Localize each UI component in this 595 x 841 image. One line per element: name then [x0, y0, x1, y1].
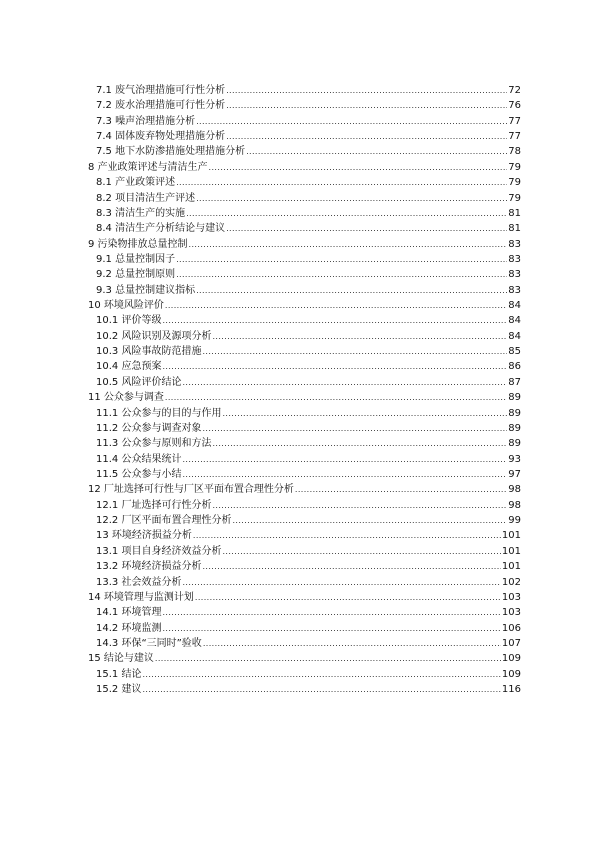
toc-dot-leader — [196, 191, 507, 206]
toc-entry-page-number: 83 — [508, 284, 521, 296]
toc-entry[interactable] — [0, 344, 595, 359]
toc-entry-title: 10.1 评价等级 — [96, 315, 162, 327]
toc-entry-page-number: 98 — [508, 499, 521, 511]
toc-entry-title: 8.3 清洁生产的实施 — [96, 207, 186, 219]
toc-dot-leader — [162, 621, 500, 636]
toc-dot-leader — [162, 359, 507, 374]
toc-entry[interactable] — [0, 283, 595, 298]
toc-entry-title: 12 厂址选择可行性与厂区平面布置合理性分析 — [88, 484, 294, 496]
toc-entry[interactable] — [0, 528, 595, 543]
toc-entry-page-number: 84 — [508, 300, 521, 312]
toc-entry[interactable] — [0, 406, 595, 421]
toc-entry[interactable] — [0, 467, 595, 482]
toc-entry-title: 8 产业政策评述与清洁生产 — [88, 161, 208, 173]
toc-entry-page-number: 83 — [508, 238, 521, 250]
toc-entry-page-number: 77 — [508, 115, 521, 127]
toc-entry-page-number: 99 — [508, 515, 521, 527]
toc-entry-page-number: 83 — [508, 269, 521, 281]
toc-dot-leader — [162, 313, 507, 328]
toc-entry[interactable] — [0, 160, 595, 175]
toc-entry-page-number: 87 — [508, 376, 521, 388]
toc-entry[interactable] — [0, 575, 595, 590]
toc-entry-page-number: 76 — [508, 100, 521, 112]
toc-entry[interactable] — [0, 144, 595, 159]
toc-dot-leader — [212, 498, 507, 513]
toc-entry-title: 11.4 公众结果统计 — [96, 453, 182, 465]
toc-entry-page-number: 101 — [501, 561, 521, 573]
toc-entry[interactable] — [0, 237, 595, 252]
toc-entry-title: 7.2 废水治理措施可行性分析 — [96, 100, 226, 112]
toc-entry-page-number: 81 — [508, 207, 521, 219]
toc-entry[interactable] — [0, 83, 595, 98]
toc-entry-title: 14 环境管理与监测计划 — [88, 591, 194, 603]
toc-entry[interactable] — [0, 252, 595, 267]
toc-entry-page-number: 102 — [501, 576, 521, 588]
toc-dot-leader — [142, 667, 500, 682]
table-of-contents — [0, 83, 595, 697]
toc-entry-title: 7.3 噪声治理措施分析 — [96, 115, 196, 127]
toc-dot-leader — [165, 390, 507, 405]
toc-dot-leader — [232, 513, 507, 528]
toc-entry-title: 10.5 风险评价结论 — [96, 376, 182, 388]
toc-entry-title: 11.3 公众参与原则和方法 — [96, 438, 212, 450]
toc-entry-title: 13.2 环境经济损益分析 — [96, 561, 202, 573]
toc-entry-page-number: 79 — [508, 192, 521, 204]
toc-entry[interactable] — [0, 267, 595, 282]
toc-entry[interactable] — [0, 651, 595, 666]
toc-entry-title: 9.2 总量控制原则 — [96, 269, 176, 281]
toc-entry-page-number: 89 — [508, 392, 521, 404]
toc-entry-page-number: 103 — [501, 591, 521, 603]
toc-entry-title: 12.1 厂址选择可行性分析 — [96, 499, 212, 511]
toc-entry-title: 10.3 风险事故防范措施 — [96, 346, 202, 358]
toc-entry-title: 11 公众参与调查 — [88, 392, 164, 404]
toc-entry-page-number: 89 — [508, 407, 521, 419]
toc-entry[interactable] — [0, 498, 595, 513]
toc-entry-title: 8.4 清洁生产分析结论与建议 — [96, 223, 226, 235]
toc-entry-page-number: 78 — [508, 146, 521, 158]
toc-dot-leader — [222, 406, 507, 421]
toc-dot-leader — [155, 651, 501, 666]
toc-entry-page-number: 81 — [508, 223, 521, 235]
toc-dot-leader — [176, 175, 507, 190]
toc-entry[interactable] — [0, 221, 595, 236]
toc-dot-leader — [226, 83, 507, 98]
toc-entry-page-number: 89 — [508, 422, 521, 434]
toc-entry-title: 15.2 建议 — [96, 684, 142, 696]
toc-entry-page-number: 86 — [508, 361, 521, 373]
toc-entry[interactable] — [0, 313, 595, 328]
toc-entry-title: 11.1 公众参与的目的与作用 — [96, 407, 222, 419]
toc-dot-leader — [182, 452, 507, 467]
toc-dot-leader — [202, 421, 507, 436]
toc-dot-leader — [182, 375, 507, 390]
toc-dot-leader — [226, 129, 507, 144]
toc-entry[interactable] — [0, 191, 595, 206]
toc-entry-title: 14.3 环保“三同时”验收 — [96, 637, 202, 649]
toc-entry-page-number: 103 — [501, 607, 521, 619]
toc-entry[interactable] — [0, 559, 595, 574]
toc-entry[interactable] — [0, 359, 595, 374]
toc-entry-page-number: 72 — [508, 85, 521, 96]
toc-entry-page-number: 107 — [501, 637, 521, 649]
toc-entry-title: 8.2 项目清洁生产评述 — [96, 192, 196, 204]
toc-entry-page-number: 84 — [508, 315, 521, 327]
toc-dot-leader — [226, 221, 507, 236]
toc-dot-leader — [142, 682, 500, 697]
toc-entry-title: 10.2 风险识别及源项分析 — [96, 330, 212, 342]
toc-entry-page-number: 77 — [508, 131, 521, 143]
toc-dot-leader — [202, 559, 500, 574]
toc-dot-leader — [226, 98, 507, 113]
toc-entry-page-number: 85 — [508, 346, 521, 358]
toc-entry-page-number: 84 — [508, 330, 521, 342]
toc-entry[interactable] — [0, 590, 595, 605]
toc-entry-title: 12.2 厂区平面布置合理性分析 — [96, 515, 232, 527]
toc-entry-page-number: 98 — [508, 484, 521, 496]
toc-entry-page-number: 109 — [501, 668, 521, 680]
toc-entry[interactable] — [0, 621, 595, 636]
toc-entry[interactable] — [0, 129, 595, 144]
toc-entry[interactable] — [0, 544, 595, 559]
toc-dot-leader — [193, 528, 501, 543]
toc-entry-page-number: 79 — [508, 177, 521, 189]
toc-entry-title: 9.1 总量控制因子 — [96, 253, 176, 265]
toc-entry-page-number: 101 — [501, 545, 521, 557]
toc-entry-title: 7.4 固体废弃物处理措施分析 — [96, 131, 226, 143]
toc-dot-leader — [212, 436, 507, 451]
toc-entry-page-number: 106 — [501, 622, 521, 634]
toc-dot-leader — [295, 482, 507, 497]
toc-dot-leader — [212, 329, 507, 344]
toc-entry-title: 7.1 废气治理措施可行性分析 — [96, 85, 226, 96]
toc-entry-title: 8.1 产业政策评述 — [96, 177, 176, 189]
toc-entry[interactable] — [0, 513, 595, 528]
toc-entry[interactable] — [0, 682, 595, 697]
toc-entry[interactable] — [0, 667, 595, 682]
toc-entry[interactable] — [0, 636, 595, 651]
toc-dot-leader — [246, 144, 507, 159]
toc-entry-page-number: 83 — [508, 253, 521, 265]
toc-entry-page-number: 89 — [508, 438, 521, 450]
toc-entry-title: 9.3 总量控制建议指标 — [96, 284, 196, 296]
toc-entry-title: 7.5 地下水防渗措施处理措施分析 — [96, 146, 246, 158]
toc-entry[interactable] — [0, 114, 595, 129]
toc-dot-leader — [182, 575, 500, 590]
toc-entry[interactable] — [0, 206, 595, 221]
toc-entry[interactable] — [0, 452, 595, 467]
toc-dot-leader — [182, 467, 507, 482]
toc-entry-page-number: 101 — [501, 530, 521, 542]
toc-entry-title: 10 环境风险评价 — [88, 300, 164, 312]
toc-entry-title: 10.4 应急预案 — [96, 361, 162, 373]
toc-dot-leader — [176, 267, 507, 282]
toc-entry[interactable] — [0, 375, 595, 390]
toc-dot-leader — [176, 252, 507, 267]
toc-dot-leader — [195, 590, 501, 605]
toc-entry[interactable] — [0, 390, 595, 405]
toc-dot-leader — [196, 114, 507, 129]
toc-entry-title: 9 污染物排放总量控制 — [88, 238, 188, 250]
toc-entry[interactable] — [0, 605, 595, 620]
toc-entry-page-number: 93 — [508, 453, 521, 465]
toc-dot-leader — [202, 344, 507, 359]
toc-entry-page-number: 116 — [501, 684, 521, 696]
toc-entry-title: 11.5 公众参与小结 — [96, 468, 182, 480]
toc-entry[interactable] — [0, 298, 595, 313]
toc-entry-title: 15 结论与建议 — [88, 653, 154, 665]
toc-entry-title: 15.1 结论 — [96, 668, 142, 680]
toc-dot-leader — [165, 298, 507, 313]
toc-entry-title: 13.3 社会效益分析 — [96, 576, 182, 588]
toc-dot-leader — [162, 605, 500, 620]
toc-entry-title: 14.1 环境管理 — [96, 607, 162, 619]
toc-dot-leader — [222, 544, 500, 559]
toc-entry-title: 13 环境经济损益分析 — [96, 530, 192, 542]
toc-entry[interactable] — [0, 421, 595, 436]
toc-entry-title: 14.2 环境监测 — [96, 622, 162, 634]
toc-entry-title: 11.2 公众参与调查对象 — [96, 422, 202, 434]
toc-dot-leader — [196, 283, 507, 298]
toc-dot-leader — [189, 237, 508, 252]
toc-dot-leader — [186, 206, 507, 221]
toc-entry[interactable] — [0, 175, 595, 190]
toc-entry[interactable] — [0, 329, 595, 344]
toc-entry-title: 13.1 项目自身经济效益分析 — [96, 545, 222, 557]
toc-entry-page-number: 109 — [501, 653, 521, 665]
toc-dot-leader — [203, 636, 501, 651]
toc-entry-page-number: 79 — [508, 161, 521, 173]
toc-entry[interactable] — [0, 436, 595, 451]
toc-entry[interactable] — [0, 98, 595, 113]
toc-entry-page-number: 97 — [508, 468, 521, 480]
toc-entry[interactable] — [0, 482, 595, 497]
toc-dot-leader — [209, 160, 508, 175]
